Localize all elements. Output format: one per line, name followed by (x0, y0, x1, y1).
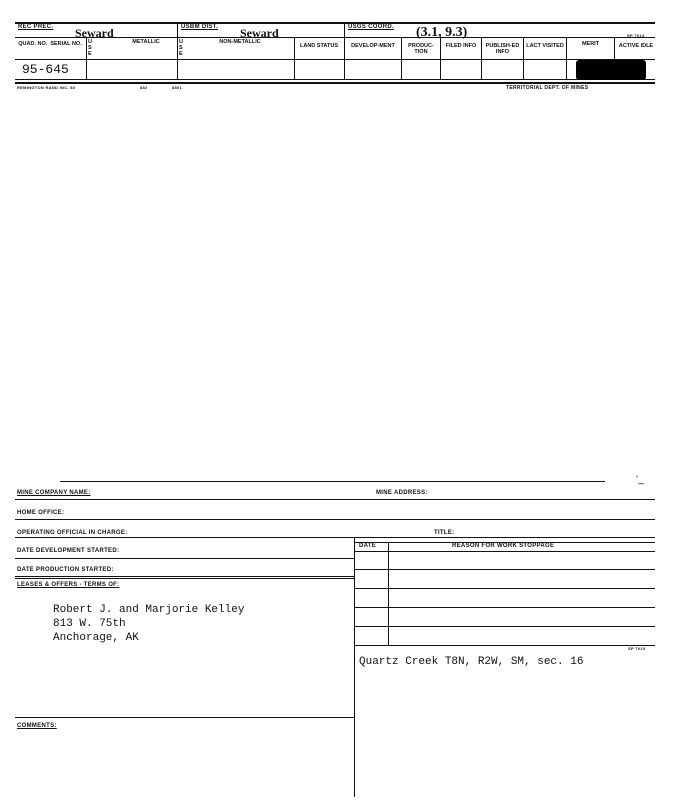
divider (344, 22, 345, 79)
mine-company-label: MINE COMPANY NAME: (17, 490, 91, 496)
prod-started-label: DATE PRODUCTION STARTED: (17, 567, 114, 573)
quad-no-header: QUAD. NO. (18, 41, 48, 47)
title-label: TITLE: (434, 530, 455, 536)
reason-header: REASON FOR WORK STOPPAGE (452, 543, 555, 549)
row-line (354, 551, 655, 552)
row-line (15, 717, 354, 718)
leases-label: LEASES & OFFERS - TERMS OF: (17, 582, 120, 588)
bottom-form-code: SP 7015 (628, 646, 646, 651)
row-line (15, 537, 655, 538)
divider (440, 37, 441, 79)
divider (401, 37, 402, 79)
divider (177, 22, 178, 79)
form-code: SP 7014 (627, 33, 645, 38)
development-header: DEVELOP-MENT (351, 43, 395, 49)
department-imprint: TERRITORIAL DEPT. OF MINES (506, 85, 589, 91)
merit-header: MERIT (581, 41, 600, 47)
dev-started-label: DATE DEVELOPMENT STARTED: (17, 548, 120, 554)
row-line (15, 558, 354, 559)
usgs-coord-value: (3.1, 9.3) (416, 25, 468, 40)
date-column-divider (388, 542, 389, 646)
production-header: PRODUC-TION (408, 43, 434, 55)
divider (86, 37, 87, 79)
column-header-rule (15, 59, 655, 60)
use-nonmetallic-header: U S E (179, 39, 183, 57)
quad-serial-header (17, 41, 83, 47)
row-line (354, 588, 655, 589)
lessee-city: Anchorage, AK (53, 632, 139, 644)
lessee-name: Robert J. and Marjorie Kelley (53, 604, 245, 616)
row-bottom-rule (15, 79, 655, 80)
home-office-label: HOME OFFICE: (17, 510, 65, 516)
location-text: Quartz Creek T8N, R2W, SM, sec. 16 (359, 656, 584, 668)
row-line (15, 519, 655, 520)
rec-prec-label: REC PREC. (18, 24, 54, 30)
divider (294, 37, 295, 79)
use-metallic-header: U S E (88, 39, 92, 57)
row-line (354, 626, 655, 627)
card-top-edge (60, 481, 605, 482)
printer-code-2: 8801 (172, 85, 183, 90)
mark: ‘_ (636, 474, 644, 485)
mine-address-label: MINE ADDRESS: (376, 490, 428, 496)
last-visited-header: LACT VISITED (526, 43, 564, 49)
divider (481, 37, 482, 79)
usbm-dist-value: Seward (240, 26, 279, 40)
active-idle-header: ACTIVE IDLE (618, 43, 654, 49)
row-line (15, 576, 354, 577)
operating-official-label: OPERATING OFFICIAL IN CHARGE: (17, 530, 128, 536)
row-line (354, 607, 655, 608)
rec-prec-value: Seward (75, 26, 114, 40)
row-line (15, 499, 655, 500)
usgs-coord-label: USGS COORD. (348, 24, 394, 30)
lessee-street: 813 W. 75th (53, 618, 126, 630)
redacted-block (576, 60, 646, 80)
comments-label: COMMENTS: (17, 723, 57, 729)
divider (523, 37, 524, 79)
top-border (15, 22, 655, 24)
printer-code-1: 882 (140, 85, 148, 90)
bottom-border (15, 82, 655, 84)
divider (566, 37, 567, 79)
row-line (354, 645, 655, 646)
filed-info-header: FILED INFO (445, 43, 477, 49)
row-line (354, 569, 655, 570)
row-line (15, 578, 354, 579)
center-divider (354, 537, 355, 797)
usbm-dist-label: USBM DIST. (181, 24, 219, 30)
printer-imprint: REMINGTON RAND INC. 80 (17, 85, 76, 90)
nonmetallic-header: NON-METALLIC (219, 39, 261, 45)
land-status-header: LAND STATUS (300, 43, 338, 49)
date-header: DATE (359, 543, 377, 549)
serial-no-header: SERIAL NO. (50, 41, 82, 47)
quad-serial-value: 95-645 (22, 62, 69, 77)
metallic-header: METALLIC (132, 39, 160, 45)
published-info-header: PUBLISH-ED INFO (485, 43, 520, 55)
